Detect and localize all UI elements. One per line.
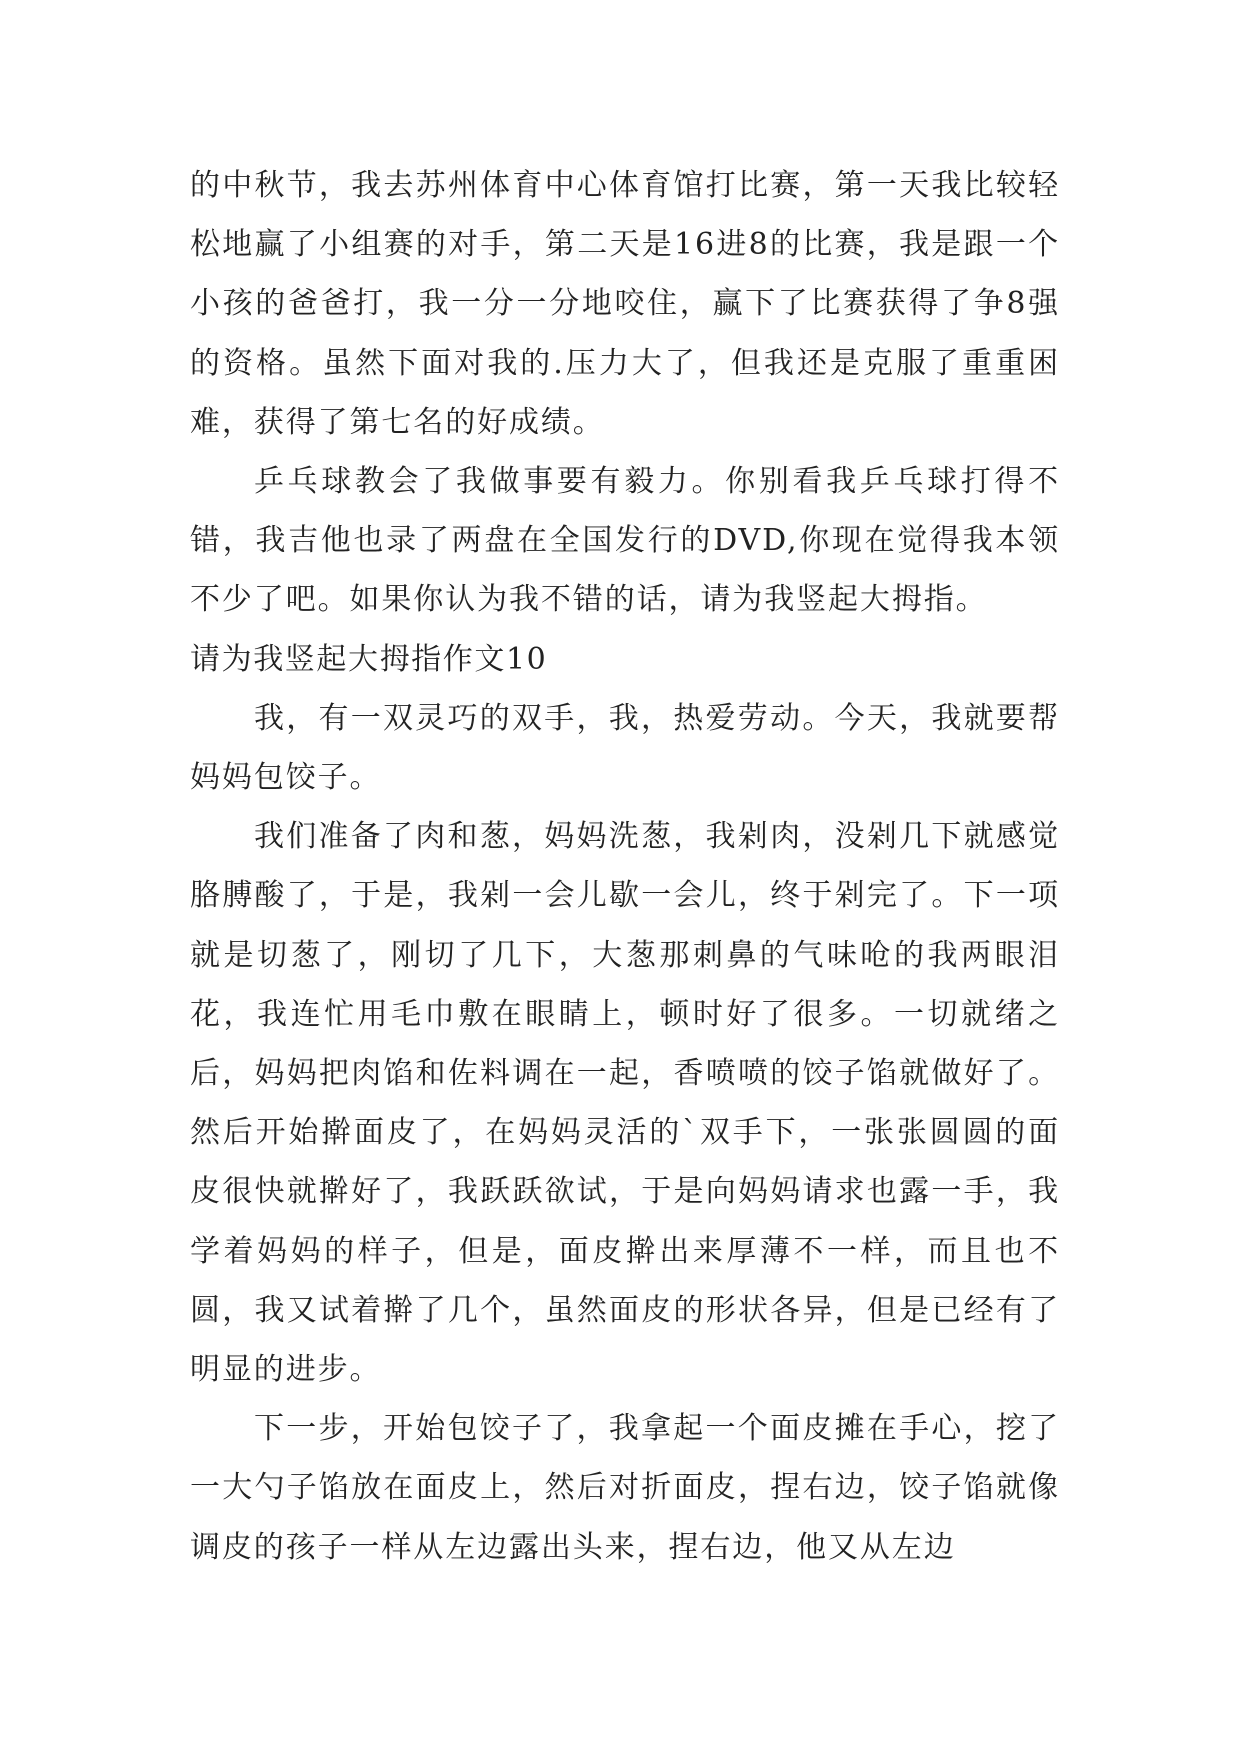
document-page	[190, 156, 1060, 1577]
essay-heading: 请为我竖起大拇指作文10	[190, 641, 548, 677]
paragraph-ping-pong-competition: 的中秋节，我去苏州体育中心体育馆打比赛，第一天我比较轻松地赢了小组赛的对手，第二天是16进8的比赛，我是跟一个小孩的爸爸打，我一分一分地咬住，赢下了比赛获得了争8强的资格。虽然下面对我的.压力大了，但我还是克服了重重困难，获得了第七名的好成绩。	[190, 168, 1060, 440]
paragraph-dumplings-intro: 我，有一双灵巧的双手，我，热爱劳动。今天，我就要帮妈妈包饺子。	[190, 700, 1060, 796]
paragraph-wrapping-dumplings: 下一步，开始包饺子了，我拿起一个面皮摊在手心，挖了一大勺子馅放在面皮上，然后对折面皮，捏右边，饺子馅就像调皮的孩子一样从左边露出头来，捏右边，他又从左边	[190, 1411, 1060, 1565]
paragraph-preparing-filling: 我们准备了肉和葱，妈妈洗葱，我剁肉，没剁几下就感觉胳膊酸了，于是，我剁一会儿歇一会儿，终于剁完了。下一项就是切葱了，刚切了几下，大葱那刺鼻的气味呛的我两眼泪花，我连忙用毛巾敷在眼睛上，顿时好了很多。一切就绪之后，妈妈把肉馅和佐料调在一起，香喷喷的饺子馅就做好了。然后开始擀面皮了，在妈妈灵活的`双手下，一张张圆圆的面皮很快就擀好了，我跃跃欲试，于是向妈妈请求也露一手，我学着妈妈的样子，但是，面皮擀出来厚薄不一样，而且也不圆，我又试着擀了几个，虽然面皮的形状各异，但是已经有了明显的进步。	[190, 819, 1060, 1388]
paragraph-perseverance: 乒乓球教会了我做事要有毅力。你别看我乒乓球打得不错，我吉他也录了两盘在全国发行的DVD,你现在觉得我本领不少了吧。如果你认为我不错的话，请为我竖起大拇指。	[190, 464, 1060, 618]
